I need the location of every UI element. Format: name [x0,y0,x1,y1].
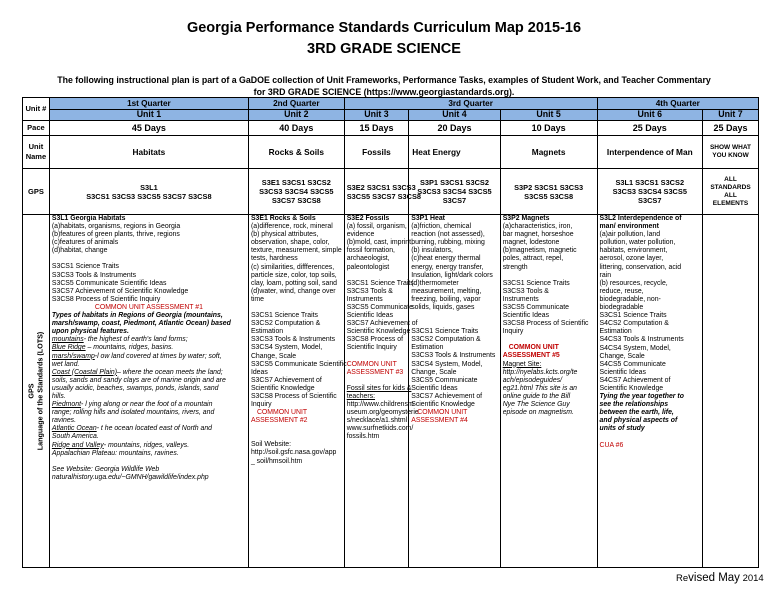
lots-line: COMMON UNIT [256,409,308,417]
gps-cell: S3L1 S3CS1 S3CS3 S3CS5 S3CS7 S3CS8 [49,169,248,215]
lots-line: http://www.childrensm [346,400,414,408]
lots-line: ASSESSMENT #5 [502,352,560,360]
lots-line: Change, Scale [250,352,297,360]
unit-name-cell: Magnets [500,136,597,169]
lots-line: eg21.html This site is an [502,384,577,392]
pace-cell: 15 Days [344,121,409,136]
lots-line: poles, attract, repel, [502,255,564,263]
lots-line: pollution, water pollution, [599,239,676,247]
lots-line: S3CS1 Science Traits [411,328,479,336]
unit-number: Unit 5 [500,110,597,121]
lots-line: Blue Ridge – mountains, ridges, basins. [51,344,174,352]
lots-line: marsh/swamp, coast, Piedmont, Atlantic Ocean) based [51,320,231,328]
lots-line: upon physical features. [51,328,129,336]
lots-line: man/ environment [599,223,659,231]
quarter-header: 2nd Quarter [248,98,344,110]
lots-cell-unit6 [597,215,702,568]
lots-line: Scientific Ideas [502,312,550,320]
lots-line: (a) fossil, organism, [346,223,407,231]
lots-line: Instruments [346,295,383,303]
pace-cell: 25 Days [597,121,702,136]
lots-line: (a)friction, chemical [411,223,471,231]
lots-line: Inquiry [502,328,524,336]
lots-line: (b)features of green plants, thrive, regions [51,231,180,239]
gps-cell: S3E2 S3CS1 S3CS3 S3CS5 S3CS7 S3CS8 [344,169,409,215]
lots-line: ravines. [51,417,77,425]
lots-line [503,336,595,344]
gps-cell: S3E1 S3CS1 S3CS2 S3CS3 S3CS4 S3CS5 S3CS7 S3CS8 [248,169,344,215]
lots-line: paleontologist [346,263,390,271]
lots-line [251,433,342,441]
lots-line: (b)mold, cast, imprint, [346,239,413,247]
lots-line: clay, loam, potting soil, sand [250,279,337,287]
lots-line: S3CS1 Science Traits [502,279,570,287]
lots-line [52,458,246,466]
lots-line: (d)habitat, change [51,247,108,255]
quarter-header: 3rd Quarter [344,98,597,110]
lots-label [23,215,50,568]
lots-line: (b) physical attributes, [250,231,319,239]
lots-line: S3CS2 Computation & [250,320,321,328]
lots-line: S4CS3 Tools & Instruments [599,336,684,344]
quarter-header: 1st Quarter [49,98,248,110]
lots-line: Estimation [250,328,284,336]
lots-line: S3L2 Interdependence of [599,215,682,222]
lots-line: S3CS1 Science Traits [599,312,667,320]
lots-line: (c) similarities, diffferences, [250,263,335,271]
lots-line: (c)heat energy thermal [411,255,481,263]
lots-line: reaction (not assessed), [411,231,485,239]
lots-line: bar magnet, horseshoe [502,231,574,239]
lots-line: Scientific Knowledge [599,384,664,392]
lots-line: between the earth, life, [599,409,674,417]
gps-cell: S3P2 S3CS1 S3CS3 S3CS5 S3CS8 [500,169,597,215]
unit-name-cell: Fossils [344,136,409,169]
revised-prefix: Re [676,573,689,584]
lots-line: hills. [51,392,66,400]
lots-line: S3E2 Fossils [346,215,390,222]
lots-line: see the relationships [599,401,669,409]
lots-line: reduce, reuse, [599,287,644,295]
intro-line: The following instructional plan is part of a GaDOE collection of Unit Frameworks, Performance Tasks, examples of Student Work, and Teacher Commentary [57,75,711,85]
lots-line: Estimation [411,344,444,352]
lots-line: evidence [346,231,375,239]
lots-line [52,255,246,263]
unit-name-cell: SHOW WHAT YOU KNOW [702,136,758,169]
lots-line: CUA #6 [599,441,624,449]
lots-line: strength [502,263,528,271]
unit-number: Unit 3 [344,110,409,121]
unit-number: Unit 6 [597,110,702,121]
lots-line: S3CS3 Tools & [502,287,549,295]
lots-line: Coast (Coastal Plain)– where the ocean meets the land; [51,368,223,376]
lots-line [600,434,700,442]
lots-line: (a)characteristics, iron, [502,223,573,231]
curriculum-table [22,97,759,568]
lots-line: archaeologist, [346,255,390,263]
lots-line: S3P1 Heat [411,215,445,222]
lots-line: http://nyelabs.kcts.org/te [502,368,578,376]
lots-line: Inquiry [250,401,272,409]
lots-line: Scientific Knowledge [411,400,475,408]
pace-cell: 20 Days [409,121,500,136]
lots-line: Scientific Ideas [599,368,646,376]
lots-line: South America. [51,433,99,441]
lots-line: rain [599,271,612,279]
lots-line: (a)habitats, organisms, regions in Georgia [51,223,181,231]
lots-line: usually acidic, beaches, swamps, ponds, islands, sand [51,384,219,392]
lots-line: range; rolling hills and isolated mountains, rivers, and [51,409,215,417]
lots-line [347,272,407,280]
lots-line: biodegradable [599,304,644,312]
lots-line: fossil formation, [346,247,395,255]
lots-line: s/necklace/a1.shtml [346,417,408,425]
lots-line: ASSESSMENT #4 [411,417,468,425]
lots-line: (b) insulators, [411,247,453,255]
lots-line: S3CS8 Process of Scientific [250,392,337,400]
lots-line: S3E1 Rocks & Soils [250,215,316,222]
lots-line: S3CS3 Tools & Instruments [411,352,496,360]
lots-line: burning, rubbing, mixing [411,239,485,247]
lots-line: S3CS5 Communicate [411,376,478,384]
lots-line: soils, sands and sandy clays are of marine origin and are [51,376,226,384]
lots-line: S3CS5 Communicate [346,303,413,311]
lots-line: units of study [599,425,645,433]
lots-line: energy, energy transfer, [411,263,484,271]
lots-line: S4CS7 Achievement of [599,376,671,384]
lots-line: fossils.htm [346,433,380,441]
lots-line: (c)features of animals [51,239,119,247]
lots-line: Tying the year together to [599,393,684,401]
lots-line: Scientific Ideas [411,384,458,392]
lots-line: online guide to the Bill [502,392,571,400]
lots-line: ach/episodeguides/ [502,376,563,384]
page-title: Georgia Performance Standards Curriculum Map 2015-16 [186,20,582,36]
lots-line: http://soil.gsfc.nasa.gov/app [250,449,337,457]
revised-year: 2014 [742,573,764,584]
lots-line [411,320,497,328]
lots-line: S3CS4 System, Model, [250,344,323,352]
unit-name-cell: Rocks & Soils [248,136,344,169]
gps-cell: S3L1 S3CS1 S3CS2 S3CS3 S3CS4 S3CS5 S3CS7 [597,169,702,215]
lots-line: S3CS3 Tools & Instruments [51,271,137,279]
lots-line: _ soil/hmsoil.htm [250,457,303,465]
lots-line: Scientific Ideas [346,312,394,320]
lots-line: S3CS5 Communicate [502,303,569,311]
lots-line: Change, Scale [411,368,457,376]
lots-line: Fossil sites for kids & [346,384,412,392]
pace-cell: 45 Days [49,121,248,136]
lots-line: www.surfnetkids.com/ [346,425,414,433]
pace-cell: 25 Days [702,121,758,136]
lots-line: measurement, melting, [411,287,482,295]
revised-text: vised May [688,572,740,584]
unit-name-cell: Interpendence of Man [597,136,702,169]
lots-line [347,353,407,361]
pace-cell: 10 Days [500,121,597,136]
lots-line [251,304,342,312]
gps-cell: S3P1 S3CS1 S3CS2 S3CS3 S3CS4 S3CS5 S3CS7 [409,169,500,215]
lots-line: ASSESSMENT #3 [346,368,404,376]
lots-cell-unit4 [409,215,500,568]
lots-line: S4CS2 Computation & [599,320,669,328]
lots-line: solids, liquids, gases [411,304,475,312]
lots-line: (a)difference, rock, mineral [250,223,333,231]
lots-line: biodegradable, non- [599,295,661,303]
lots-line: (d)thermometer [411,279,459,287]
lots-line: S3CS7 Achievement of [346,320,418,328]
quarter-header: 4th Quarter [597,98,758,110]
lots-line: S3CS3 Tools & [346,287,393,295]
lots-line: S3CS1 Science Traits [51,263,119,271]
lots-line: tests, hardness [250,255,298,263]
lots-line: (d)water, wind, change over [250,287,336,295]
lots-line: Scientific Knowledge [346,328,411,336]
lots-cell-unit7 [702,215,758,568]
revised-note [676,572,764,584]
lots-line: Estimation [599,328,632,336]
lots-line: Appalachian Plateau: mountains, ravines. [51,449,179,457]
lots-line: useum.org/geomysterie [346,408,419,416]
lots-line: magnet, lodestone [502,239,560,247]
lots-line: S3CS7 Achievement of Scientific Knowledge [51,287,189,295]
lots-line: Soil Website: [250,441,292,449]
lots-line: S3CS3 Tools & Instruments [250,336,336,344]
lots-line: Scientific Inquiry [346,344,397,352]
lots-line: and physical aspects of [599,417,678,425]
lots-line: S3CS7 Achievement of [250,376,322,384]
lots-line: S3CS2 Computation & [411,336,481,344]
lots-line: S3CS5 Communicate Scientific Ideas [51,279,167,287]
lots-cell-unit5 [500,215,597,568]
lots-line: observation, shape, color, [250,239,330,247]
lots-line: Insulation, light/dark colors [411,271,493,279]
pace-cell: 40 Days [248,121,344,136]
lots-line: COMMON UNIT [508,344,559,352]
lots-line: mountains- the highest of earth's land forms; [51,336,188,344]
lots-line: wet land. [51,360,80,368]
lots-line: (a)air pollution, land [599,231,661,239]
gps-label: GPS [23,169,50,215]
intro-text [20,75,748,98]
lots-line: particle size, color, top soils, [250,271,337,279]
lots-line [347,377,407,385]
lots-cell-unit2 [248,215,347,568]
gps-cell: ALL STANDARDS ALL ELEMENTS [702,169,758,215]
lots-line: S3CS8 Process of [346,336,403,344]
lots-line: Ridge and Valley- mountains, ridges, valleys. [51,441,190,449]
lots-line: See Website: Georgia Wildlife Web [51,465,160,473]
pace-label: Pace [23,121,50,136]
lots-line: COMMON UNIT [346,360,397,368]
unit-number: Unit 4 [409,110,500,121]
lots-line: habitats, environment, [599,247,668,255]
lots-line: texture, measurement, simple [250,247,342,255]
lots-line: Magnet Site: [502,360,542,368]
unit-number: Unit 1 [49,110,248,121]
lots-line: Atlantic Ocean- t he ocean located east of North and [51,425,213,433]
lots-line: episode on magnetism. [502,409,574,417]
lots-line: S4CS4 System, Model, [599,344,671,352]
lots-line: teachers: [346,392,376,400]
unit-name-cell: Habitats [49,136,248,169]
lots-line: aerosol, ozone layer, [599,255,664,263]
lots-line: Nye The Science Guy [502,400,570,408]
lots-line: S3P2 Magnets [502,215,550,222]
unit-label: Unit # [23,98,50,121]
page-subtitle: 3RD GRADE SCIENCE [307,41,461,57]
lots-line: COMMON UNIT ASSESSMENT #1 [94,303,203,311]
intro-line: for 3RD GRADE SCIENCE (https://www.georgiastandards.org). [253,86,515,97]
lots-label-line: GPS [26,383,36,399]
lots-line: Ideas [250,368,268,376]
unit-number: Unit 2 [248,110,344,121]
lots-line: S3CS8 Process of Scientific Inquiry [51,295,161,303]
lots-line: S3CS1 Science Traits [250,312,318,320]
lots-line [503,272,595,280]
lots-line: S3CS1 Science Traits [346,279,414,287]
lots-line: S4CS5 Communicate [599,360,666,368]
lots-label-line: Language of the Standards (LOTS) [34,331,44,451]
lots-line: S3CS8 Process of Scientific [502,320,589,328]
lots-line: (b) resources, recycle, [599,279,668,287]
unit-number: Unit 7 [702,110,758,121]
lots-line: S3CS5 Communicate Scientific [250,360,347,368]
lots-line: time [250,295,264,303]
lots-line: Piedmont- l ying along or near the foot of a mountain [51,401,213,409]
lots-cell-unit1 [49,215,248,568]
lots-line: marsh/swamp-l ow land covered at times by water; soft, [51,352,222,360]
lots-line: Types of habitats in Regions of Georgia (mountains, [51,312,223,320]
lots-line: Instruments [502,295,539,303]
lots-line: littering, conservation, acid [599,263,682,271]
lots-cell-unit3 [344,215,419,568]
lots-line: S3L1 Georgia Habitats [51,215,126,222]
lots-line: Scientific Knowledge [250,384,315,392]
lots-line [411,312,497,320]
lots-line: ASSESSMENT #2 [250,417,308,425]
lots-line [251,425,342,433]
lots-line: freezing, boiling, vapor [411,295,481,303]
lots-line: COMMON UNIT [417,409,468,417]
unit-name-label: Unit Name [23,136,50,169]
lots-line: naturalhistory.uga.edu/~GMNH/gawildlife/index.php [51,473,209,481]
lots-line: S3CS4 System, Model, [411,360,483,368]
lots-line: S3CS7 Achievement of [411,392,483,400]
unit-name-cell: Heat Energy [409,136,500,169]
lots-line: (b)magnetism, magnetic [502,247,577,255]
lots-line: Change, Scale [599,352,645,360]
